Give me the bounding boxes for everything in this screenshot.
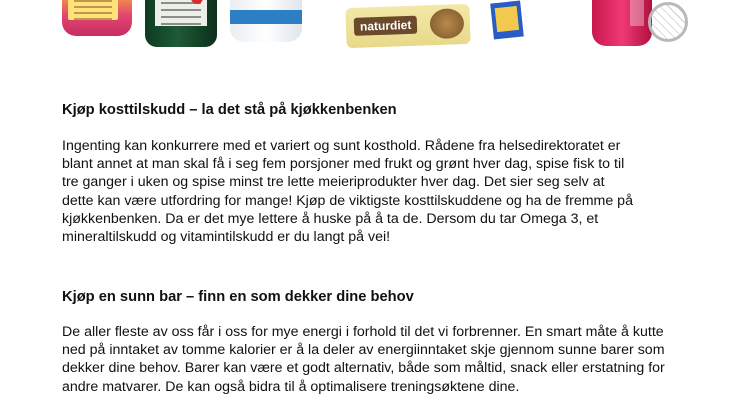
- paragraph-line: blant annet at man skal få i seg fem porsjoner med frukt og grønt hver dag, spise fisk to til: [62, 156, 625, 173]
- supplement-bottle-green-image: [145, 0, 217, 47]
- paragraph-line: dette kan være utfordring for mange! Kjøp de viktigste kosttilskuddene og ha de fremme på: [62, 192, 633, 209]
- section-paragraph-supplements: [62, 137, 633, 246]
- protein-bar-small-image: [490, 1, 524, 40]
- paragraph-line: andre matvarer. De kan også bidra til å optimalisere treningsøktene dine.: [62, 378, 520, 395]
- naturdiet-logo: naturdiet: [354, 16, 418, 36]
- section-heading-supplements: Kjøp kosttilskudd – la det stå på kjøkkenbenken: [62, 102, 397, 118]
- supplement-jar-white-image: [230, 0, 302, 42]
- paragraph-line: kjøkkenbenken. Da er det mye lettere å huske på å ta de. Dersom du tar Omega 3, et: [62, 210, 599, 227]
- paragraph-line: ned på inntaket av tomme kalorier er å la deler av energiinntaket skje gjennom sunne barer som: [62, 342, 665, 359]
- paragraph-line: dekker dine behov. Barer kan være et godt alternativ, både som måltid, snack eller erstatning for: [62, 360, 665, 377]
- paragraph-line: De aller fleste av oss får i oss for mye energi i forhold til det vi forbrenner. En smart måte å kutte: [62, 324, 664, 340]
- paragraph-line: Ingenting kan konkurrere med et variert og sunt kosthold. Rådene fra helsedirektoratet er: [62, 138, 621, 154]
- shaker-bottle-image: [592, 0, 652, 46]
- section-paragraph-bars: [62, 323, 665, 396]
- product-image-strip: [0, 0, 746, 50]
- paragraph-line: tre ganger i uken og spise minst tre lette meieriprodukter hver dag. Det sier seg selv at: [62, 174, 605, 191]
- section-heading-bars: Kjøp en sunn bar – finn en som dekker dine behov: [62, 289, 414, 305]
- paragraph-line: mineraltilskudd og vitamintilskudd er du langt på vei!: [62, 229, 391, 246]
- protein-bar-naturdiet-image: [345, 4, 470, 48]
- shaker-whisk-ball-image: [648, 2, 688, 42]
- supplement-jar-pink-image: [62, 0, 132, 36]
